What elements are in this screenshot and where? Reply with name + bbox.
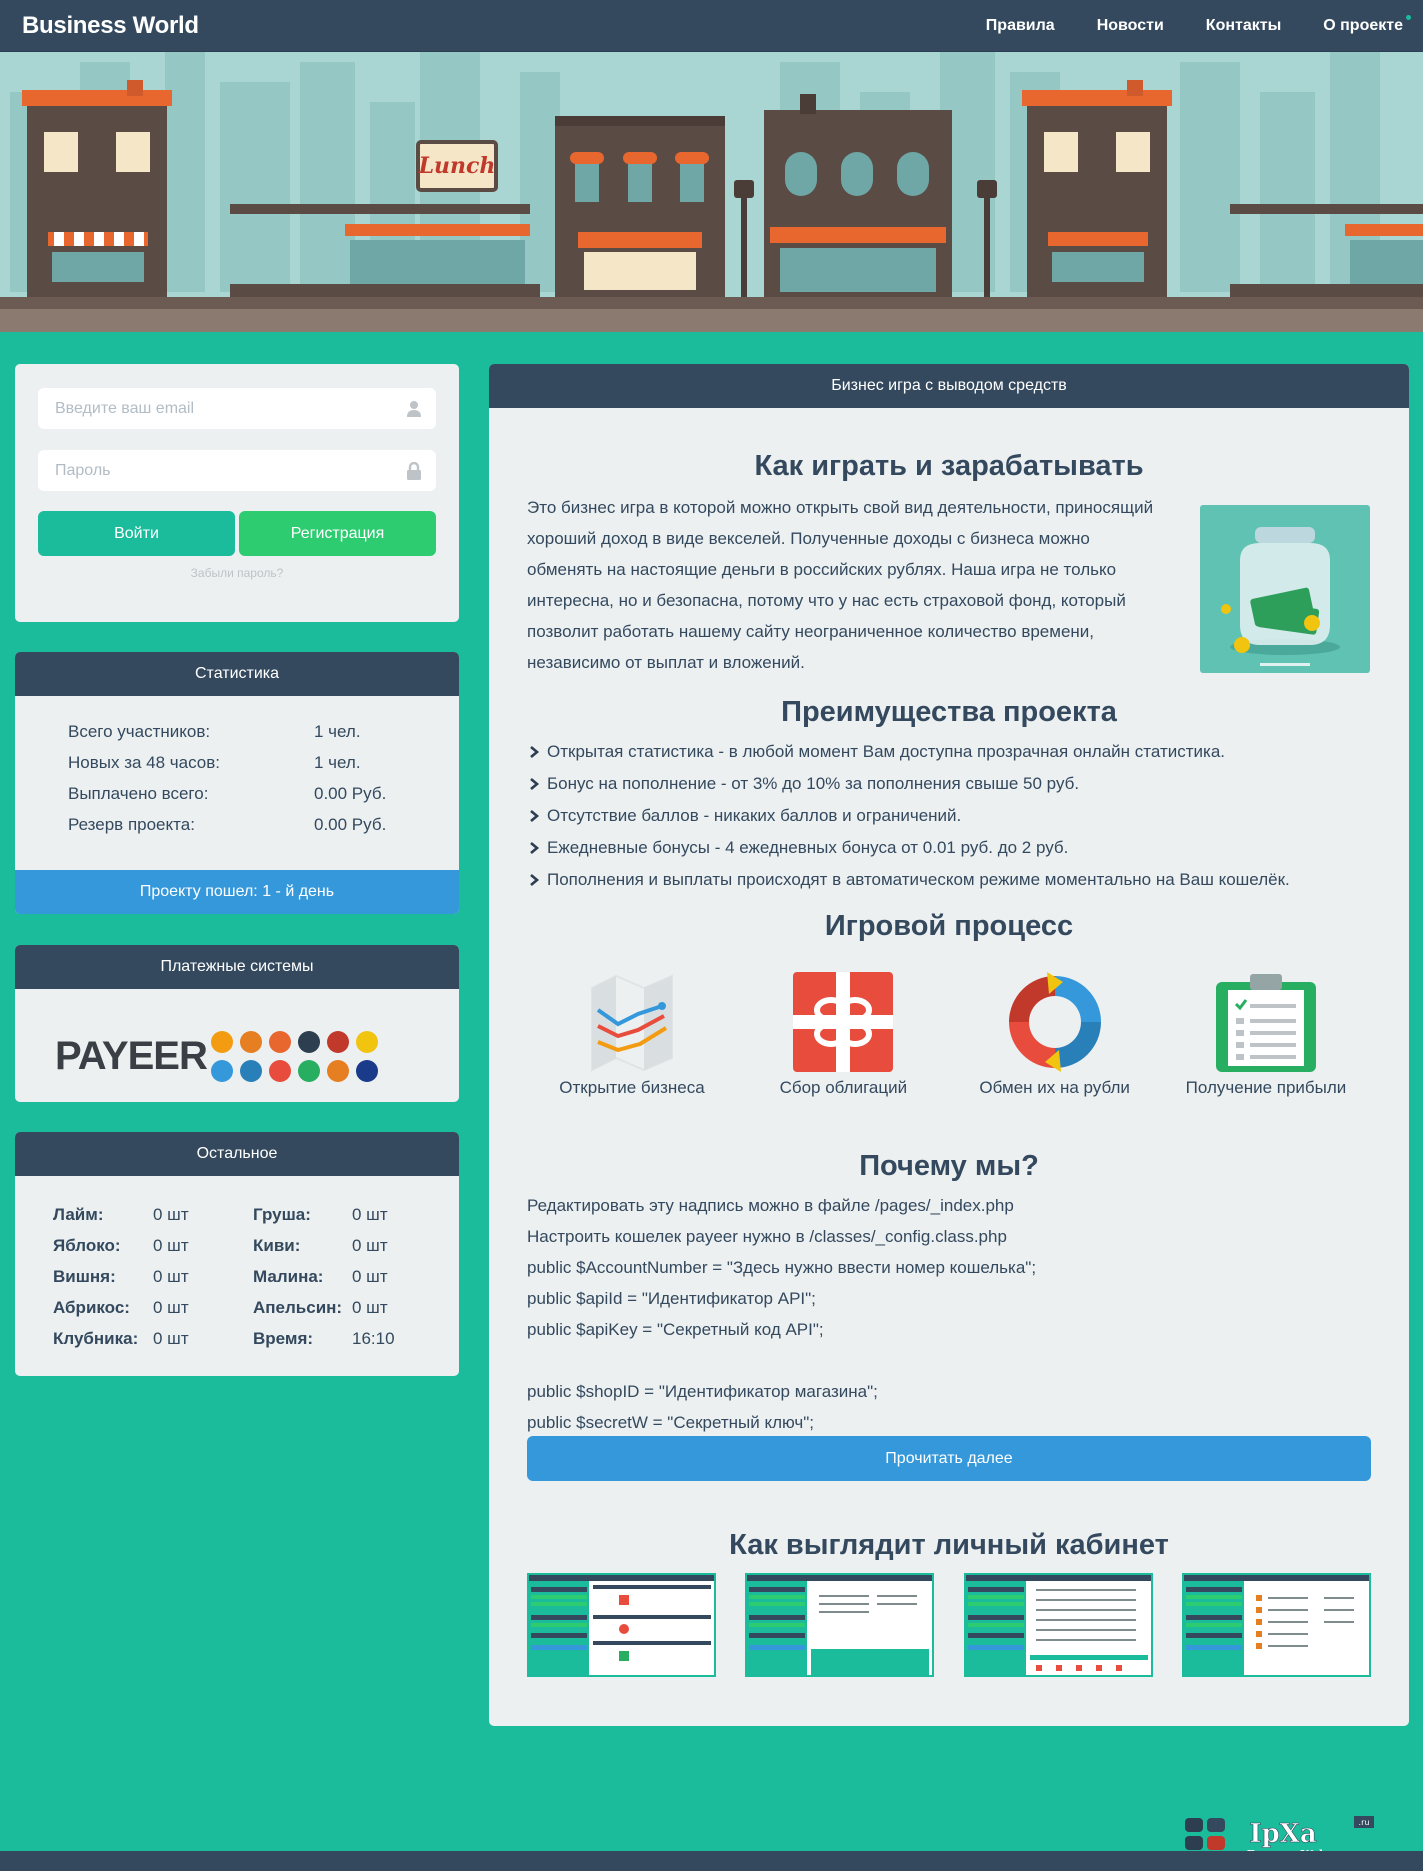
exchange-icon [1003,970,1107,1074]
why-line: public $AccountNumber = "Здесь нужно ввести номер кошелька"; [527,1258,1037,1277]
fruit-label: Лайм: [53,1205,104,1224]
process-step [950,970,1160,1098]
advantage-text: Отсутствие баллов - никаких баллов и ограничений. [547,806,962,825]
intro-line: хороший доход в виде векселей. Полученные доходы с бизнеса можно [527,529,1090,548]
stat-label: Выплачено всего: [68,784,209,803]
cabinet-screenshot[interactable] [527,1573,716,1677]
stat-label: Всего участников: [68,722,211,741]
intro-line: Это бизнес игра в которой можно открыть свой вид деятельности, приносящий [527,498,1154,517]
why-line: Редактировать эту надпись можно в файле /pages/_index.php [527,1196,1014,1215]
why-line: public $shopID = "Идентификатор магазина"; [527,1382,878,1401]
list-item [527,832,1371,864]
intro-line: обменять на настоящие деньги в российских рублях. Наша игра не только [527,560,1117,579]
list-item [527,736,1371,768]
process-label: Получение прибыли [1185,1078,1347,1097]
auth-buttons [38,511,436,556]
email-input[interactable] [40,390,434,427]
login-button[interactable]: Войти [38,511,235,556]
payeer-logo: PAYEER [55,1034,207,1078]
footer-bar [0,1851,1423,1871]
list-item [527,864,1371,896]
watermark-name: IpXa [1249,1819,1317,1849]
stat-label: Резерв проекта: [68,815,195,834]
brand-logo[interactable]: Business World [22,11,199,39]
watermark-tld: .ru [1358,1818,1370,1827]
cabinet-screenshot[interactable] [1182,1573,1371,1677]
advantages-list [527,736,1371,896]
forgot-password-link[interactable]: Забыли пароль? [190,566,284,580]
cabinet-screenshot[interactable] [964,1573,1153,1677]
intro-text [527,492,1187,678]
cabinet-title: Как выглядит личный кабинет [729,1529,1169,1561]
stats-panel [15,652,459,914]
lock-icon [406,462,422,480]
why-us-title: Почему мы? [859,1150,1039,1182]
chevron-right-icon [527,873,541,887]
stat-value: 0.00 Руб. [314,815,387,834]
advantage-text: Открытая статистика - в любой момент Вам доступна прозрачная онлайн статистика. [547,742,1225,761]
advantage-text: Ежедневные бонусы - 4 ежедневных бонуса от 0.01 руб. до 2 руб. [547,838,1069,857]
fruit-value: 0 шт [352,1298,388,1317]
chevron-right-icon [527,777,541,791]
money-jar-image [1200,505,1370,673]
hero-banner [0,52,1423,332]
nav-link-about-label: О проекте [1323,17,1403,34]
chevron-right-icon [527,809,541,823]
stat-value: 1 чел. [314,753,361,772]
payment-logos-icon [15,989,459,1102]
process-step [527,970,737,1098]
user-icon [406,400,422,418]
stat-row [68,815,459,846]
password-field[interactable] [38,450,436,491]
login-panel [15,364,459,622]
intro-line: независимо от выплат и вложений. [527,653,805,672]
screenshot-thumbnail-icon [529,1575,714,1675]
fruit-value: 0 шт [153,1205,189,1224]
fruit-value: 0 шт [352,1205,388,1224]
nav-link-rules[interactable]: Правила [985,17,1055,34]
why-line [527,1345,1371,1376]
advantage-text: Бонус на пополнение - от 3% до 10% за пополнения свыше 50 руб. [547,774,1080,793]
password-input[interactable] [40,452,434,489]
nav-link-contacts[interactable]: Контакты [1205,17,1282,34]
advantage-text: Пополнения и выплаты происходят в автоматическом режиме моментально на Ваш кошелёк. [547,870,1290,889]
other-panel [15,1132,459,1376]
why-line: Настроить кошелек payeer нужно в /classes/_config.class.php [527,1227,1007,1246]
gift-icon [793,970,893,1074]
email-field[interactable] [38,388,436,429]
notification-dot-icon [1406,15,1411,20]
project-age-bar: Проекту пошел: 1 - й день [15,870,459,914]
chevron-right-icon [527,745,541,759]
process-step [738,970,948,1098]
main-content-panel [489,364,1409,1726]
fruit-value: 0 шт [153,1329,189,1348]
payment-logos [15,989,459,1102]
stat-label: Новых за 48 часов: [68,753,221,772]
stat-row [68,753,459,784]
map-icon [582,970,682,1074]
clipboard-icon [1214,970,1318,1074]
svg-text:Lunch: Lunch [418,153,496,179]
list-item [527,800,1371,832]
intro-line: интересна, но и безопасна, потому что у нас есть страховой фонд, который [527,591,1126,610]
fruit-value: 0 шт [153,1236,189,1255]
navbar [0,0,1423,52]
time-value: 16:10 [352,1329,395,1348]
fruit-label: Вишня: [53,1267,116,1286]
process-label: Обмен их на рубли [979,1078,1130,1097]
stats-title: Статистика [15,652,459,696]
fruit-label: Киви: [253,1236,301,1255]
fruit-grid [15,1176,459,1358]
stat-value: 0.00 Руб. [314,784,387,803]
list-item [527,768,1371,800]
chevron-right-icon [527,841,541,855]
fruit-value: 0 шт [352,1267,388,1286]
payment-systems-panel [15,945,459,1102]
other-title: Остальное [15,1132,459,1176]
time-label: Время: [253,1329,314,1348]
read-more-button[interactable]: Прочитать далее [527,1436,1371,1481]
stat-row [68,722,459,753]
fruit-label: Груша: [253,1205,311,1224]
why-line: public $secretW = "Секретный ключ"; [527,1413,815,1432]
stat-value: 1 чел. [314,722,361,741]
how-to-play-title: Как играть и зарабатывать [754,450,1144,482]
why-us-text [527,1190,1371,1438]
stat-row [68,784,459,815]
fruit-label: Малина: [253,1267,324,1286]
fruit-value: 0 шт [352,1236,388,1255]
screenshot-thumbnail-icon [966,1575,1151,1675]
nav-link-news[interactable]: Новости [1096,17,1164,34]
cabinet-screenshots [527,1573,1371,1677]
fruit-label: Апельсин: [253,1298,343,1317]
process-step [1161,970,1371,1098]
fruit-label: Клубника: [53,1329,139,1348]
cabinet-screenshot[interactable] [745,1573,934,1677]
intro-line: позволит работать нашему сайту неограниченное количество времени, [527,622,1095,641]
stats-table [15,696,459,846]
fruit-value: 0 шт [153,1267,189,1286]
register-button[interactable]: Регистрация [239,511,436,556]
money-jar-icon [1200,505,1370,673]
game-process-title: Игровой процесс [824,910,1074,942]
nav-link-about[interactable] [1323,17,1403,35]
screenshot-thumbnail-icon [747,1575,932,1675]
why-line: public $apiId = "Идентификатор API"; [527,1289,816,1308]
process-label: Открытие бизнеса [559,1078,705,1097]
screenshot-thumbnail-icon [1184,1575,1369,1675]
why-line: public $apiKey = "Секретный код API"; [527,1320,824,1339]
street-illustration [0,52,1423,332]
fruit-label: Абрикос: [53,1298,130,1317]
game-process [527,970,1371,1098]
fruit-value: 0 шт [153,1298,189,1317]
main-header: Бизнес игра с выводом средств [489,364,1409,408]
process-label: Сбор облигаций [779,1078,908,1097]
advantages-title: Преимущества проекта [781,696,1117,728]
nav-links [944,0,1403,52]
payment-systems-title: Платежные системы [15,945,459,989]
fruit-label: Яблоко: [53,1236,121,1255]
